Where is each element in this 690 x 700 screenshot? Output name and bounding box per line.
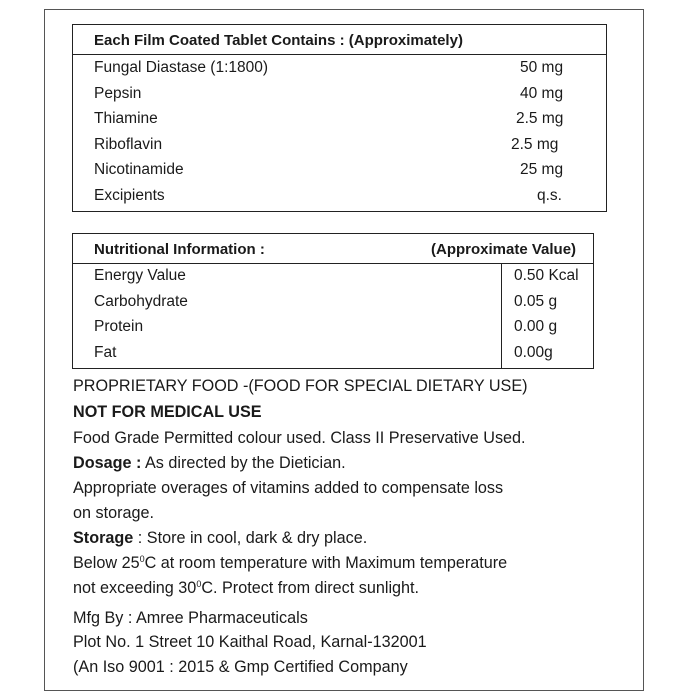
address-line: Plot No. 1 Street 10 Kaithal Road, Karnal-132001	[73, 633, 427, 651]
dosage-text: As directed by the Dietician.	[141, 454, 346, 472]
ingredient-name: Pepsin	[94, 84, 142, 102]
overages-line-1: Appropriate overages of vitamins added to compensate loss	[73, 479, 504, 497]
nutrient-name: Fat	[94, 343, 117, 361]
nutrient-name: Protein	[94, 318, 144, 335]
table-row	[73, 107, 606, 133]
storage-label: Storage	[73, 529, 134, 547]
table-row	[73, 158, 606, 184]
ingredient-name: Riboflavin	[94, 135, 163, 153]
ingredient-name: Thiamine	[94, 110, 158, 128]
ingredient-value: 2.5 mg	[511, 135, 559, 153]
ingredient-value: 25 mg	[520, 161, 564, 179]
nutrition-header-right: (Approximate Value)	[431, 241, 577, 258]
table-row	[73, 133, 606, 159]
composition-table	[72, 24, 607, 212]
temperature-line-1	[73, 554, 507, 573]
ingredient-name: Nicotinamide	[94, 161, 184, 179]
nutrition-header-left: Nutritional Information :	[94, 241, 265, 258]
dosage-line	[73, 454, 346, 473]
storage-line	[73, 529, 367, 548]
nutrient-value: 0.00 g	[514, 318, 558, 335]
table-row	[73, 264, 593, 290]
nutrient-name: Carbohydrate	[94, 292, 188, 310]
nutrition-table	[72, 233, 594, 369]
table-row	[73, 184, 606, 210]
nutrition-header	[73, 234, 593, 264]
nutrient-value: 0.00g	[514, 343, 553, 361]
table-row	[73, 56, 606, 82]
colour-line: Food Grade Permitted colour used. Class II Preservative Used.	[73, 429, 526, 447]
composition-header-label: Each Film Coated Tablet Contains : (Approximately)	[94, 32, 463, 49]
table-row	[73, 290, 593, 316]
degree-mark: 0	[139, 554, 145, 564]
nutrient-value: 0.05 g	[514, 292, 558, 310]
ingredient-name: Excipients	[94, 187, 165, 204]
table-row	[73, 82, 606, 108]
nutrient-value: 0.50 Kcal	[514, 267, 579, 284]
table-row	[73, 315, 593, 341]
ingredient-value: 2.5 mg	[516, 110, 564, 128]
table-row	[73, 341, 593, 367]
proprietary-line: PROPRIETARY FOOD -(FOOD FOR SPECIAL DIETARY USE)	[73, 377, 528, 395]
overages-line-2: on storage.	[73, 504, 154, 522]
temperature-text: C. Protect from direct sunlight.	[201, 579, 420, 597]
not-medical-line: NOT FOR MEDICAL USE	[73, 403, 262, 421]
ingredient-name: Fungal Diastase (1:1800)	[94, 59, 269, 76]
manufacturer-line: Mfg By : Amree Pharmaceuticals	[73, 609, 308, 627]
dosage-label: Dosage :	[73, 454, 142, 472]
temperature-line-2	[73, 579, 419, 598]
degree-mark: 0	[196, 579, 202, 589]
temperature-text: C at room temperature with Maximum temperature	[144, 554, 508, 572]
certification-line: (An Iso 9001 : 2015 & Gmp Certified Company	[73, 658, 408, 676]
temperature-text: Below 25	[73, 554, 140, 572]
composition-header	[73, 25, 606, 55]
ingredient-value: 40 mg	[520, 84, 564, 102]
ingredient-value: q.s.	[537, 187, 562, 204]
nutrient-name: Energy Value	[94, 267, 186, 284]
ingredient-value: 50 mg	[520, 59, 564, 76]
temperature-text: not exceeding 30	[73, 579, 197, 597]
storage-text: : Store in cool, dark & dry place.	[133, 529, 368, 547]
